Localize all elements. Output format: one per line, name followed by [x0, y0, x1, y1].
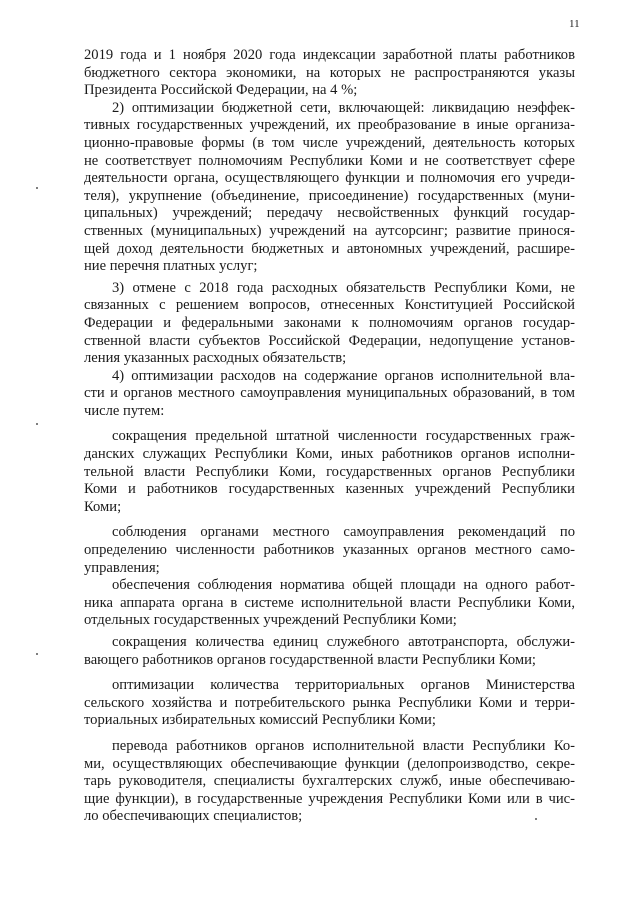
text-line: сти и органов местного самоуправления муниципальных образований, в том — [84, 385, 575, 402]
text-line: тарь руководителя, специалисты бухгалтерских служб, иные обеспечиваю- — [84, 773, 575, 790]
text-line: тивных государственных учреждений, их преобразование в иные организа- — [84, 117, 575, 134]
text-line: щие функции), в государственные учреждения Республики Коми или в чис- — [84, 790, 575, 807]
text-line: щей доход деятельности бюджетных и автономных учреждений, расшире- — [84, 240, 575, 257]
text-line: оптимизации количества территориальных органов Министерства — [112, 677, 575, 694]
text-line: числе путем: — [84, 402, 165, 419]
text-line: ственных (муниципальных) учреждений на аутсорсинг; развитие принося- — [84, 222, 575, 239]
text-line: Федерации и федеральными законами к полномочиям органов государ- — [84, 314, 575, 331]
scan-speck — [535, 818, 537, 820]
text-line: 3) отмене с 2018 года расходных обязательств Республики Коми, не — [112, 279, 575, 296]
text-line: ципальных) учреждений; передачу несвойственных функций государ- — [84, 205, 575, 222]
text-line: ционно-правовые формы (в том числе учреждений, деятельность которых — [84, 134, 575, 151]
text-line: определению численности работников указанных органов местного само- — [84, 542, 575, 559]
text-line: перевода работников органов исполнительной власти Республики Ко- — [112, 737, 575, 754]
text-line: сельского хозяйства и потребительского рынка Республики Коми и терри- — [84, 694, 575, 711]
text-line: ние перечня платных услуг; — [84, 258, 258, 275]
text-line: 4) оптимизации расходов на содержание органов исполнительной вла- — [112, 367, 575, 384]
text-line: ло обеспечивающих специалистов; — [84, 808, 303, 825]
scan-speck — [36, 653, 38, 655]
text-line: ления указанных расходных обязательств; — [84, 350, 347, 367]
text-line: ника аппарата органа в системе исполнительной власти Республики Коми, — [84, 594, 575, 611]
text-line: ственной власти субъектов Российской Федерации, недопущение установ- — [84, 332, 575, 349]
text-line: управления; — [84, 559, 160, 576]
body-text — [84, 47, 575, 826]
text-line: ториальных избирательных комиссий Республики Коми; — [84, 712, 436, 729]
text-line: данских служащих Республики Коми, иных работников органов исполни- — [84, 446, 575, 463]
text-line: вающего работников органов государственной власти Республики Коми; — [84, 651, 536, 668]
text-line: 2) оптимизации бюджетной сети, включающей: ликвидацию неэффек- — [112, 99, 575, 116]
text-line: отдельных государственных учреждений Республики Коми; — [84, 612, 457, 629]
scan-speck — [36, 423, 38, 425]
text-line: Президента Российской Федерации, на 4 %; — [84, 82, 358, 99]
text-line: сокращения предельной штатной численности государственных граж- — [112, 428, 575, 445]
text-line: связанных с решением вопросов, отнесенных Конституцией Российской — [84, 297, 575, 314]
text-line: обеспечения соблюдения норматива общей площади на одного работ- — [112, 577, 575, 594]
text-line: 2019 года и 1 ноября 2020 года индексации заработной платы работников — [84, 47, 575, 63]
text-line: ми, осуществляющих обеспечивающие функции (делопроизводство, секре- — [84, 755, 575, 772]
text-line: бюджетного сектора экономики, на которых не распространяются указы — [84, 64, 575, 81]
text-line: соблюдения органами местного самоуправления рекомендаций по — [112, 524, 575, 541]
text-line: Коми; — [84, 498, 122, 515]
text-line: деятельности органа, осуществляющего функции и полномочия его учреди- — [84, 170, 575, 187]
text-line: не соответствует полномочиям Республики Коми и не соответствует сфере — [84, 152, 575, 169]
text-line: сокращения количества единиц служебного автотранспорта, обслужи- — [112, 634, 575, 650]
scan-speck — [36, 187, 38, 189]
text-line: тельной власти Республики Коми, государственных органов Республики — [84, 463, 575, 480]
text-line: Коми и работников государственных казенных учреждений Республики — [84, 481, 575, 498]
page-number: 11 — [569, 18, 580, 30]
text-line: теля), укрупнение (объединение, присоединение) государственных (муни- — [84, 187, 575, 204]
